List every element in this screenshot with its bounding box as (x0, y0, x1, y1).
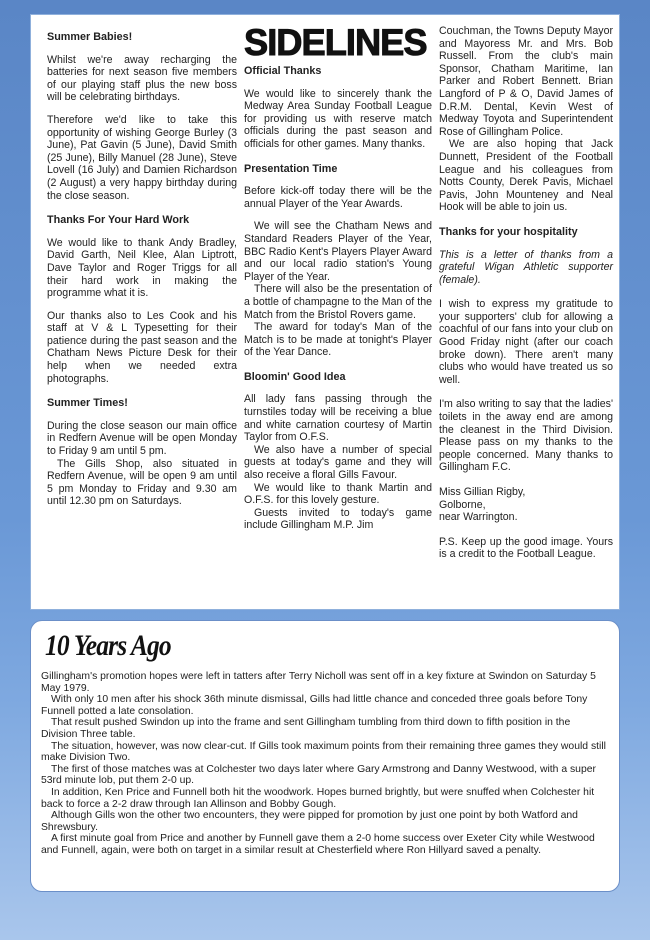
bloomin-paragraph-3: We would like to thank Martin and O.F.S. for this lovely gesture. (244, 481, 432, 507)
column-left (47, 31, 237, 508)
hard-work-paragraph-2: Our thanks also to Les Cook and his staff at V & L Typesetting for their patience during the past season and the Chatham News Picture Desk for their help when we needed extra photographs. (47, 309, 237, 385)
summer-times-heading: Summer Times! (47, 397, 128, 410)
ten-years-ago-panel (30, 620, 620, 892)
signature-name: Miss Gillian Rigby, (439, 486, 526, 498)
signature-place: near Warrington. (439, 511, 518, 524)
summer-babies-paragraph-2: Therefore we'd like to take this opportunity of wishing George Burley (3 June), Pat Gavin (5 June), David Smith (25 June), Billy Manuel (28 June), Steve Lovell (16 July) and Damien Richardson (2 August) a very happy birthday during the close season. (47, 113, 237, 202)
hospitality-paragraph-1: I wish to express my gratitude to your supporters' club for allowing a coachful of our fans into your club on Good Friday night (after our coach broke down). There aren't many clubs who would have treated us so well. (439, 298, 613, 386)
sidelines-panel (30, 14, 620, 610)
ten-years-paragraph-8: A first minute goal from Price and another by Funnell gave them a 2-0 home success over Exeter City while Westwood and Funnell, again, were both on target in a similar result at Chesterfield where Ron Hillyard saved a penalty. (41, 833, 595, 856)
bloomin-paragraph-1: All lady fans passing through the turnstiles today will be receiving a blue and white carnation courtesy of Martin Taylor from O.F.S. (244, 393, 432, 444)
ten-years-paragraph-2: With only 10 men after his shock 36th minute dismissal, Gills had little chance and conceded three goals before Tony Funnell potted a late consolation. (41, 694, 588, 717)
hospitality-paragraph-2: I'm also writing to say that the ladies' toilets in the away end are among the cleanest in the Third Division. Please pass on my thanks to the people concerned. Many thanks to Gillingham F.C. (439, 398, 613, 474)
ten-years-paragraph-3: That result pushed Swindon up into the frame and sent Gillingham tumbling from third down to fifth position in the Division Three table. (41, 717, 571, 740)
summer-babies-paragraph-1: Whilst we're away recharging the batteries for next season five members of our playing staff plus the new boss will be celebrating birthdays. (47, 53, 237, 104)
ten-years-ago-title: 10 Years Ago (45, 629, 171, 662)
ten-years-paragraph-7: Although Gills won the other two encounters, they were pipped for promotion by just one point by both Watford and Shrewsbury. (41, 810, 578, 833)
ten-years-paragraph-1: Gillingham's promotion hopes were left in tatters after Terry Nicholl was sent off in a key fixture at Swindon on Saturday 5 May 1979. (41, 671, 596, 694)
hard-work-paragraph-1: We would like to thank Andy Bradley, David Garth, Neil Klee, Alan Liptrott, Dave Taylor and Roger Triggs for all their hard work in making the programme what it is. (47, 236, 237, 300)
presentation-heading: Presentation Time (244, 162, 338, 175)
signature-town: Golborne, (439, 498, 486, 511)
summer-babies-heading: Summer Babies! (47, 31, 133, 43)
summer-times-paragraph-1: During the close season our main office in Redfern Avenue will be open Monday to Friday 9 am until 5 pm. (47, 419, 237, 458)
hospitality-intro: This is a letter of thanks from a grateful Wigan Athletic supporter (female). (439, 248, 613, 286)
summer-times-paragraph-2: The Gills Shop, also situated in Redfern Avenue, will be open 9 am until 5 pm Monday to Friday and 9.30 am until 12.30 pm on Saturdays. (47, 457, 237, 508)
ten-years-paragraph-4: The situation, however, was now clear-cut. If Gills took maximum points from their remaining three games they would still make Division Two. (41, 740, 606, 764)
official-thanks-paragraph: We would like to sincerely thank the Medway Area Sunday Football League for providing us with reserve match officials during the past season and officials for other games. Many thanks. (244, 87, 432, 150)
bloomin-paragraph-4: Guests invited to today's game include Gillingham M.P. Jim (244, 506, 432, 532)
presentation-paragraph-4: The award for today's Man of the Match is to be made at tonight's Player of the Year Dance. (244, 321, 432, 359)
hospitality-heading: Thanks for your hospitality (439, 225, 578, 238)
masthead-title: SIDELINES (244, 22, 427, 63)
guests-paragraph-2: We are also hoping that Jack Dunnett, President of the Football League and his colleagues from Notts County, Derek Pavis, Michael Pavis, John Mounteney and Neal Hook will be able to join us. (439, 138, 613, 214)
column-middle (244, 22, 432, 532)
bloomin-paragraph-2: We also have a number of special guests at today's game and they will also receive a floral Gills Favour. (244, 443, 432, 482)
official-thanks-heading: Official Thanks (244, 65, 322, 77)
presentation-paragraph-2: We will see the Chatham News and Standard Readers Player of the Year, BBC Radio Kent's Players Player Award and our local radio station's Young Player of the Year. (244, 220, 432, 283)
guests-paragraph-1: Couchman, the Towns Deputy Mayor and Mayoress Mr. and Mrs. Bob Russell. From the club's main Sponsor, Chatham Maritime, Ian Parker and Robert Bennett. Brian Langford of P & O, David James of D.R.M. Dental, Kevin West of Medway Toyota and Superintendent Rose of Gillingham Police. (439, 25, 613, 138)
ten-years-ago-body (41, 671, 609, 857)
column-right (439, 25, 613, 561)
postscript: P.S. Keep up the good image. Yours is a credit to the Football League. (439, 535, 613, 561)
presentation-paragraph-1: Before kick-off today there will be the annual Player of the Year Awards. (244, 185, 432, 210)
hard-work-heading: Thanks For Your Hard Work (47, 214, 190, 227)
ten-years-paragraph-6: In addition, Ken Price and Funnell both hit the woodwork. Hopes burned brightly, but were snuffed when Colchester hit back to force a 2-2 draw through Ian Allinson and Bobby Gough. (41, 786, 595, 810)
bloomin-heading: Bloomin' Good Idea (244, 370, 346, 383)
ten-years-paragraph-5: The first of those matches was at Colchester two days later where Gary Armstrong and Danny Westwood, with a super 53rd minute lob, put them 2-0 up. (41, 763, 596, 787)
presentation-paragraph-3: There will also be the presentation of a bottle of champagne to the Man of the Match from the Bristol Rovers game. (244, 283, 432, 321)
